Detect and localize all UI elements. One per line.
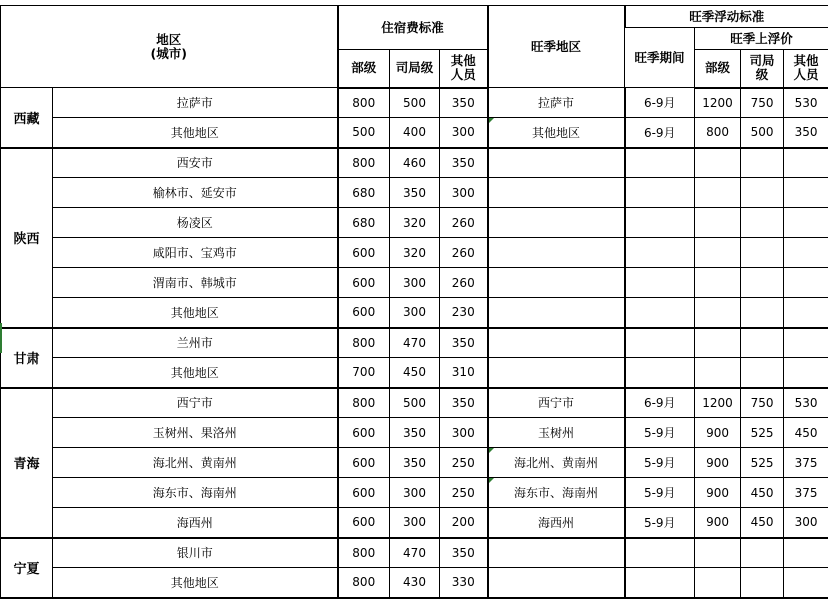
province-name: 陕西 xyxy=(1,148,53,328)
rate-ministry: 680 xyxy=(338,178,390,208)
province-name: 宁夏 xyxy=(1,538,53,598)
peak-ministry xyxy=(695,568,741,598)
peak-bureau: 525 xyxy=(741,448,784,478)
peak-area-cell xyxy=(488,268,625,298)
rate-ministry: 800 xyxy=(338,148,390,178)
peak-period-cell xyxy=(625,148,695,178)
city-cell: 玉树州、果洛州 xyxy=(53,418,338,448)
rate-bureau: 500 xyxy=(390,88,440,118)
peak-others: 375 xyxy=(784,448,828,478)
peak-others: 450 xyxy=(784,418,828,448)
header-peak-up: 旺季上浮价 xyxy=(695,28,828,50)
peak-area-cell xyxy=(488,538,625,568)
header-p-bureau: 司局 级 xyxy=(741,50,784,88)
city-cell: 西宁市 xyxy=(53,388,338,418)
rate-others: 330 xyxy=(440,568,488,598)
header-lodging: 住宿费标准 xyxy=(338,6,488,50)
peak-bureau xyxy=(741,328,784,358)
peak-others: 375 xyxy=(784,478,828,508)
rate-ministry: 600 xyxy=(338,298,390,328)
rate-bureau: 320 xyxy=(390,238,440,268)
peak-area-cell xyxy=(488,148,625,178)
rate-others: 250 xyxy=(440,448,488,478)
rate-bureau: 300 xyxy=(390,298,440,328)
rate-bureau: 300 xyxy=(390,268,440,298)
peak-bureau xyxy=(741,568,784,598)
peak-ministry xyxy=(695,328,741,358)
city-cell: 其他地区 xyxy=(53,568,338,598)
peak-others xyxy=(784,538,828,568)
peak-bureau xyxy=(741,358,784,388)
city-cell: 西安市 xyxy=(53,148,338,178)
peak-period-cell xyxy=(625,538,695,568)
rate-others: 260 xyxy=(440,238,488,268)
peak-bureau: 500 xyxy=(741,118,784,148)
rate-bureau: 350 xyxy=(390,178,440,208)
peak-others xyxy=(784,208,828,238)
peak-area-cell xyxy=(488,328,625,358)
city-cell: 海北州、黄南州 xyxy=(53,448,338,478)
table-row xyxy=(1,448,828,478)
peak-period-cell xyxy=(625,328,695,358)
rate-others: 260 xyxy=(440,208,488,238)
peak-bureau: 450 xyxy=(741,478,784,508)
table-row xyxy=(1,358,828,388)
province-name: 甘肃 xyxy=(1,328,53,388)
peak-area-cell xyxy=(488,178,625,208)
province-name: 西藏 xyxy=(1,88,53,148)
peak-period-cell xyxy=(625,238,695,268)
rate-ministry: 800 xyxy=(338,388,390,418)
city-cell: 海东市、海南州 xyxy=(53,478,338,508)
rate-ministry: 600 xyxy=(338,448,390,478)
peak-ministry xyxy=(695,298,741,328)
peak-ministry: 1200 xyxy=(695,88,741,118)
city-cell: 海西州 xyxy=(53,508,338,538)
header-p-others: 其他 人员 xyxy=(784,50,828,88)
peak-period-cell: 5-9月 xyxy=(625,478,695,508)
peak-period-cell: 5-9月 xyxy=(625,448,695,478)
rate-others: 350 xyxy=(440,148,488,178)
peak-period-cell: 6-9月 xyxy=(625,88,695,118)
rate-others: 310 xyxy=(440,358,488,388)
cell-marker xyxy=(0,323,2,353)
peak-bureau xyxy=(741,238,784,268)
rate-ministry: 800 xyxy=(338,328,390,358)
table-row xyxy=(1,508,828,538)
rate-ministry: 600 xyxy=(338,268,390,298)
city-cell: 其他地区 xyxy=(53,298,338,328)
rate-bureau: 470 xyxy=(390,538,440,568)
rate-others: 300 xyxy=(440,178,488,208)
peak-others xyxy=(784,148,828,178)
peak-ministry: 900 xyxy=(695,478,741,508)
peak-area-cell xyxy=(488,298,625,328)
header-p-ministry: 部级 xyxy=(695,50,741,88)
table-row xyxy=(1,478,828,508)
peak-bureau: 750 xyxy=(741,388,784,418)
peak-ministry: 900 xyxy=(695,418,741,448)
header-others: 其他 人员 xyxy=(440,50,488,88)
table-row xyxy=(1,88,828,118)
rate-others: 350 xyxy=(440,388,488,418)
peak-area-cell xyxy=(488,208,625,238)
peak-others xyxy=(784,568,828,598)
table-row xyxy=(1,208,828,238)
table-row xyxy=(1,118,828,148)
peak-ministry xyxy=(695,178,741,208)
rate-ministry: 600 xyxy=(338,478,390,508)
city-cell: 榆林市、延安市 xyxy=(53,178,338,208)
rate-ministry: 680 xyxy=(338,208,390,238)
peak-ministry xyxy=(695,238,741,268)
peak-period-cell: 6-9月 xyxy=(625,388,695,418)
rate-ministry: 800 xyxy=(338,568,390,598)
peak-bureau xyxy=(741,268,784,298)
peak-others xyxy=(784,178,828,208)
peak-area-cell xyxy=(488,358,625,388)
peak-others: 350 xyxy=(784,118,828,148)
peak-period-cell xyxy=(625,568,695,598)
peak-ministry xyxy=(695,538,741,568)
rate-bureau: 450 xyxy=(390,358,440,388)
peak-others: 530 xyxy=(784,88,828,118)
peak-area-cell: 海北州、黄南州 xyxy=(488,448,625,478)
rate-ministry: 800 xyxy=(338,88,390,118)
rate-bureau: 460 xyxy=(390,148,440,178)
peak-area-cell xyxy=(488,568,625,598)
peak-area-cell: 拉萨市 xyxy=(488,88,625,118)
header-peak-period: 旺季期间 xyxy=(625,28,695,88)
peak-period-cell xyxy=(625,208,695,238)
rate-ministry: 700 xyxy=(338,358,390,388)
peak-period-cell xyxy=(625,268,695,298)
peak-ministry xyxy=(695,358,741,388)
rate-bureau: 400 xyxy=(390,118,440,148)
peak-bureau xyxy=(741,208,784,238)
table-row xyxy=(1,538,828,568)
peak-bureau xyxy=(741,148,784,178)
city-cell: 银川市 xyxy=(53,538,338,568)
table-row xyxy=(1,178,828,208)
peak-others xyxy=(784,298,828,328)
rate-bureau: 320 xyxy=(390,208,440,238)
header-float: 旺季浮动标准 xyxy=(625,6,828,28)
rate-ministry: 600 xyxy=(338,418,390,448)
rate-others: 300 xyxy=(440,118,488,148)
peak-bureau xyxy=(741,298,784,328)
rate-bureau: 300 xyxy=(390,508,440,538)
header-bureau: 司局级 xyxy=(390,50,440,88)
table-row xyxy=(1,268,828,298)
peak-others xyxy=(784,238,828,268)
peak-area-cell: 海东市、海南州 xyxy=(488,478,625,508)
city-cell: 兰州市 xyxy=(53,328,338,358)
peak-period-cell xyxy=(625,178,695,208)
province-name: 青海 xyxy=(1,388,53,538)
peak-ministry: 900 xyxy=(695,448,741,478)
peak-others xyxy=(784,328,828,358)
peak-others: 530 xyxy=(784,388,828,418)
peak-period-cell xyxy=(625,358,695,388)
rate-others: 350 xyxy=(440,328,488,358)
rate-bureau: 300 xyxy=(390,478,440,508)
rate-bureau: 350 xyxy=(390,418,440,448)
header-ministry: 部级 xyxy=(338,50,390,88)
peak-bureau: 450 xyxy=(741,508,784,538)
header-peak-region: 旺季地区 xyxy=(488,6,625,88)
rate-others: 300 xyxy=(440,418,488,448)
peak-ministry xyxy=(695,208,741,238)
table-row xyxy=(1,328,828,358)
city-cell: 渭南市、韩城市 xyxy=(53,268,338,298)
peak-others: 300 xyxy=(784,508,828,538)
table-row xyxy=(1,388,828,418)
peak-area-cell xyxy=(488,238,625,268)
peak-period-cell: 6-9月 xyxy=(625,118,695,148)
table-row xyxy=(1,298,828,328)
peak-ministry: 1200 xyxy=(695,388,741,418)
peak-ministry xyxy=(695,148,741,178)
city-cell: 杨凌区 xyxy=(53,208,338,238)
city-cell: 拉萨市 xyxy=(53,88,338,118)
peak-ministry xyxy=(695,268,741,298)
peak-area-cell: 海西州 xyxy=(488,508,625,538)
rate-bureau: 470 xyxy=(390,328,440,358)
rate-ministry: 600 xyxy=(338,238,390,268)
peak-others xyxy=(784,268,828,298)
rate-others: 350 xyxy=(440,538,488,568)
peak-area-cell: 其他地区 xyxy=(488,118,625,148)
table-row xyxy=(1,148,828,178)
peak-bureau: 525 xyxy=(741,418,784,448)
rate-others: 260 xyxy=(440,268,488,298)
peak-others xyxy=(784,358,828,388)
peak-ministry: 800 xyxy=(695,118,741,148)
city-cell: 其他地区 xyxy=(53,358,338,388)
table-row xyxy=(1,238,828,268)
rate-bureau: 500 xyxy=(390,388,440,418)
city-cell: 其他地区 xyxy=(53,118,338,148)
rate-ministry: 500 xyxy=(338,118,390,148)
city-cell: 咸阳市、宝鸡市 xyxy=(53,238,338,268)
header-row-1 xyxy=(1,6,828,28)
peak-area-cell: 西宁市 xyxy=(488,388,625,418)
header-region: 地区 (城市) xyxy=(1,6,338,88)
table-row xyxy=(1,418,828,448)
peak-bureau xyxy=(741,538,784,568)
peak-bureau: 750 xyxy=(741,88,784,118)
rate-others: 250 xyxy=(440,478,488,508)
peak-ministry: 900 xyxy=(695,508,741,538)
peak-bureau xyxy=(741,178,784,208)
peak-period-cell: 5-9月 xyxy=(625,508,695,538)
rate-others: 200 xyxy=(440,508,488,538)
rate-others: 350 xyxy=(440,88,488,118)
rate-ministry: 600 xyxy=(338,508,390,538)
table-row xyxy=(1,568,828,598)
rate-others: 230 xyxy=(440,298,488,328)
peak-period-cell: 5-9月 xyxy=(625,418,695,448)
rate-bureau: 430 xyxy=(390,568,440,598)
rate-bureau: 350 xyxy=(390,448,440,478)
peak-period-cell xyxy=(625,298,695,328)
rate-ministry: 800 xyxy=(338,538,390,568)
peak-area-cell: 玉树州 xyxy=(488,418,625,448)
lodging-table xyxy=(0,5,828,599)
